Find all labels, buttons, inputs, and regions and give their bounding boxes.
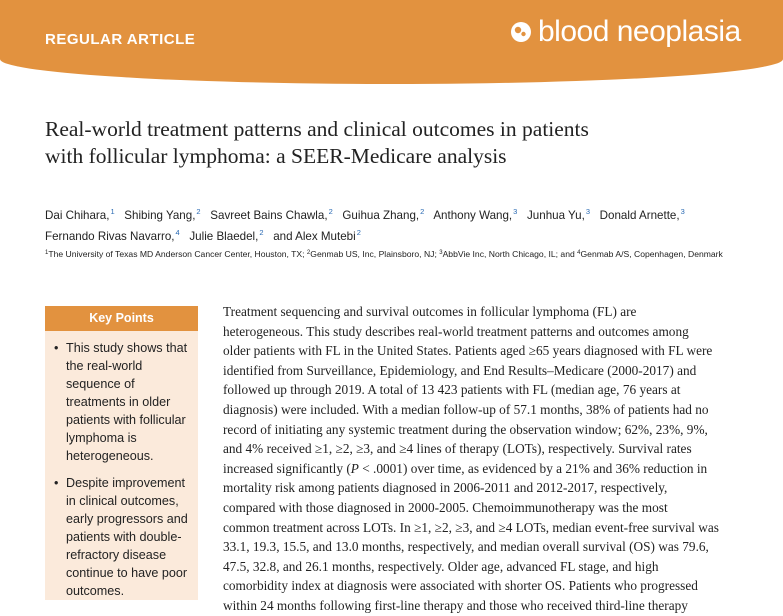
abstract-line: increased significantly (P < .0001) over time, as evidenced by a 21% and 36% reduction in bbox=[223, 460, 708, 476]
bullet-icon: • bbox=[54, 476, 59, 490]
key-points-box bbox=[45, 306, 198, 600]
abstract-line: Treatment sequencing and survival outcomes in follicular lymphoma (FL) are bbox=[223, 304, 637, 319]
abstract-line: heterogeneous. This study describes real-world treatment patterns and outcomes among bbox=[223, 323, 689, 339]
abstract-line: and 4% received ≥1, ≥2, ≥3, and ≥4 lines of therapy (LOTs), respectively. Survival rates bbox=[223, 441, 692, 457]
affiliations: $^1$The University of Texas MD Anderson Cancer Center, Houston, TX; $^2$Genmab US, Inc, Plainsboro, NJ; $^3$AbbVie Inc, North Chicago, IL; and $^4$Genmab A/S, Copenhagen, Denmark bbox=[45, 249, 723, 259]
key-points-header: Key Points bbox=[45, 306, 198, 331]
abstract-line: 33.1, 19.3, 15.5, and 13.0 months, respectively, and median overall survival (OS) was 79.6, bbox=[223, 539, 709, 555]
author: and Alex Mutebi$^2$ bbox=[273, 228, 361, 243]
abstract bbox=[223, 302, 744, 616]
author: Donald Arnette,$^3$ bbox=[599, 207, 685, 222]
author: Julie Blaedel,$^2$ bbox=[189, 228, 264, 243]
abstract-line: compared with those diagnosed in 2000-2005. Chemoimmunotherapy was the most bbox=[223, 499, 668, 515]
author: Shibing Yang,$^2$ bbox=[124, 207, 201, 222]
abstract-line: identified from Surveillance, Epidemiology, and End Results–Medicare (2000-2017) and bbox=[223, 362, 697, 378]
abstract-line: diagnosis) were included. With a median follow-up of 57.1 months, 38% of patients had no bbox=[223, 401, 709, 417]
author: Fernando Rivas Navarro,$^4$ bbox=[45, 228, 180, 243]
author: Guihua Zhang,$^2$ bbox=[342, 207, 425, 222]
abstract-line: record of initiating any systemic treatment during the observation window; 62%, 23%, 9%, bbox=[223, 421, 708, 437]
key-point: • This study shows that the real-world sequence of treatments in older patients with follicular lymphoma is heterogeneous. bbox=[54, 341, 188, 463]
title-line: with follicular lymphoma: a SEER-Medicare analysis bbox=[45, 144, 507, 168]
key-points-list bbox=[45, 331, 198, 600]
affiliation: AbbVie Inc, North Chicago, IL; and bbox=[442, 249, 578, 259]
author: Savreet Bains Chawla,$^2$ bbox=[210, 207, 333, 222]
author-list bbox=[45, 203, 745, 245]
article-title bbox=[45, 116, 745, 170]
key-point: • Despite improvement in clinical outcomes, early progressors and patients with double-refractory disease continue to have poor outcomes. bbox=[54, 476, 188, 598]
title-line: Real-world treatment patterns and clinical outcomes in patients bbox=[45, 117, 589, 141]
affiliation: The University of Texas MD Anderson Cancer Center, Houston, TX; bbox=[48, 249, 307, 259]
header-banner bbox=[0, 0, 783, 84]
blood-drop-logo-icon bbox=[510, 21, 532, 43]
abstract-line: followed up through 2019. A total of 13 423 patients with FL (median age, 76 years at bbox=[223, 382, 681, 398]
journal-name: blood neoplasia bbox=[538, 15, 741, 48]
abstract-line: older patients with FL in the United States. Patients aged ≥65 years diagnosed with FL were bbox=[223, 343, 713, 359]
abstract-line: mortality risk among patients diagnosed in 2006-2011 and 2012-2017, respectively, bbox=[223, 480, 668, 496]
author: Anthony Wang,$^3$ bbox=[433, 207, 518, 222]
author: Junhua Yu,$^3$ bbox=[527, 207, 590, 222]
bullet-icon: • bbox=[54, 341, 59, 355]
author: Dai Chihara,$^1$ bbox=[45, 207, 115, 222]
abstract-line: comorbidity index at diagnosis were associated with shorter OS. Patients who progressed bbox=[223, 578, 698, 594]
article-type-label: REGULAR ARTICLE bbox=[45, 31, 196, 48]
abstract-line: within 24 months following first-line therapy and those who received third-line therapy bbox=[223, 597, 688, 613]
abstract-line: 47.5, 32.8, and 26.1 months, respectively. Older age, advanced FL stage, and high bbox=[223, 558, 659, 574]
affiliation: Genmab A/S, Copenhagen, Denmark bbox=[580, 249, 723, 259]
affiliation: Genmab US, Inc, Plainsboro, NJ; bbox=[310, 249, 440, 259]
journal-logo bbox=[510, 17, 741, 47]
abstract-line: common treatment across LOTs. In ≥1, ≥2, ≥3, and ≥4 LOTs, median event-free survival was bbox=[223, 519, 719, 535]
